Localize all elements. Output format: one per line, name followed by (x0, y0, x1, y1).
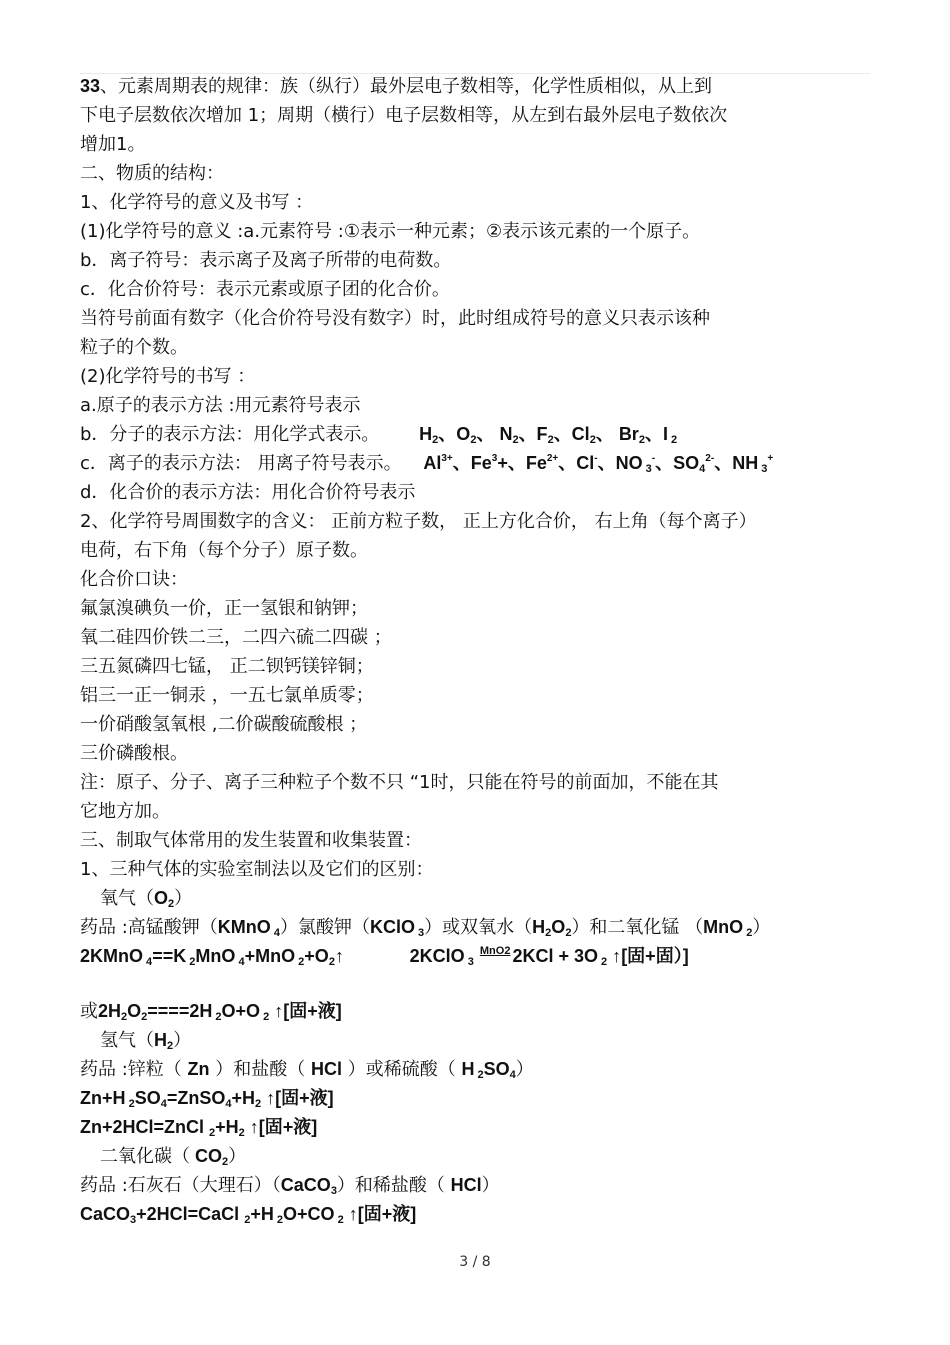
periodic-law-line-2: 下电子层数依次增加 1；周期（横行）电子层数相等，从左到右最外层电子数依次 (80, 105, 728, 126)
oxygen-reagents: 药品 :高锰酸钾（KMnO $_4$）氯酸钾（KClO $_3$）或双氧水$(H_2O_2)$和二氧化锰 （MnO $_2$） (80, 917, 771, 939)
valence-notation: d．化合价的表示方法：用化合价符号表示 (80, 482, 416, 503)
co2-reagents: 药品 :石灰石（大理石）（CaCO$_3$）和稀盐酸（ HCl） (80, 1175, 500, 1197)
valence-rhyme-4: 铝三一正一铜汞 ，一五七氯单质零； (80, 685, 374, 706)
caco3-equation: CaCO$_3$+2HCl=CaCl $_2$+H $_2$O+CO $_2$ ↑[固+液] (80, 1204, 417, 1226)
molecule-formulas: $H_2$、$O_2$、 $N_2$、$F_2$、$Cl_2$、 $Br_2$、I $_2$ (419, 424, 678, 446)
coefficient-note-line-1: 当符号前面有数字（化合价符号没有数字）时，此时组成符号的意义只表示该种 (80, 308, 710, 329)
zn-h2so4-equation: Zn+H $_2SO_4=ZnSO_4+H_2$ ↑[固+液] (80, 1088, 334, 1110)
particle-note-line-1: 注：原子、分子、离子三种粒子个数不只 “1时，只能在符号的前面加，不能在其 (80, 772, 719, 793)
kclo3-equation: 2KClO $_3$MnO2 2KCl + 3O $_2$ ↑[固+固）] (410, 946, 689, 966)
section-3-1-title: 1、三种气体的实验室制法以及它们的区别： (80, 859, 434, 880)
section-2-1-title: 1、化学符号的意义及书写 ： (80, 192, 314, 213)
valence-rhyme-6: 三价磷酸根。 (80, 743, 188, 764)
section-3-title: 三、制取气体常用的发生装置和收集装置： (80, 830, 422, 851)
valence-rhyme-2: 氧二硅四价铁二三，二四六硫二四碳 ； (80, 627, 392, 648)
valence-rhyme-5: 一价硝酸氢氧根 ,二价碳酸硫酸根 ； (80, 714, 368, 735)
document-body (80, 72, 880, 1229)
molecule-notation: b．分子的表示方法：用化学式表示。 $H_2$、$O_2$、 $N_2$、$F_2$、$Cl_2$、 $Br_2$、I $_2$ (80, 424, 678, 446)
digits-meaning-line-1: 2、化学符号周围数字的含义： 正前方粒子数， 正上方化合价， 右上角（每个离子） (80, 511, 757, 532)
h2o2-equation: 或$2H_2O_2====2H$ $_2$O+O $_2$ ↑[固+液] (80, 1001, 342, 1023)
valence-rhyme-1: 氟氯溴碘负一价，正一氢银和钠钾； (80, 598, 368, 619)
catalyst-mark: MnO2 (479, 945, 511, 957)
hydrogen-reagents: 药品 :锌粒（ Zn ）和盐酸（ HCl ）或稀硫酸（ H $_2SO_4$） (80, 1059, 534, 1081)
ion-formulas: $Al^{3+}$、$Fe^3+$、$Fe^{2+}$、Cl-、NO $_3$-、$SO_4^{2-}$、NH $_3$+ (423, 453, 774, 475)
ion-notation: c．离子的表示方法： 用离子符号表示。 $Al^{3+}$、$Fe^3+$、$Fe^{2+}$、Cl-、NO $_3$-、$SO_4^{2-}$、NH $_3$+ (80, 453, 774, 475)
page-number: 3 / 8 (459, 1254, 491, 1270)
coefficient-note-line-2: 粒子的个数。 (80, 337, 188, 358)
kmno4-equation: 2KMnO $_4$==K $_2$MnO $_4$+MnO $_2+O_2↑$ (80, 946, 344, 968)
section-2-title: 二、物质的结构： (80, 163, 224, 184)
symbol-meaning-c: c．化合价符号：表示元素或原子团的化合价。 (80, 279, 450, 300)
hydrogen-heading: 氢气$(H_2)$ (100, 1030, 192, 1052)
symbol-meaning-b: b．离子符号：表示离子及离子所带的电荷数。 (80, 250, 452, 271)
atom-notation: a.原子的表示方法 :用元素符号表示 (80, 395, 361, 416)
section-2-2-title: (2)化学符号的书写 ： (80, 366, 256, 387)
valence-rhyme-title: 化合价口诀： (80, 569, 188, 590)
oxygen-heading: 氧气$(O_2)$ (100, 888, 193, 910)
zn-hcl-equation: Zn+2HCl=ZnCl $_2+H_2$ ↑[固+液] (80, 1117, 318, 1139)
symbol-meaning-a: (1)化学符号的意义 :a.元素符号 :①表示一种元素；②表示该元素的一个原子。 (80, 221, 701, 242)
periodic-law-line-1: 33、元素周期表的规律：族（纵行）最外层电子数相等，化学性质相似，从上到 (80, 76, 713, 97)
digits-meaning-line-2: 电荷，右下角（每个分子）原子数。 (80, 540, 368, 561)
periodic-law-line-3: 增加1。 (80, 134, 146, 155)
valence-rhyme-3: 三五氮磷四七锰， 正二钡钙镁锌铜； (80, 656, 374, 677)
oxygen-equations (80, 942, 880, 971)
co2-heading: 二氧化碳（ $CO_2$） (100, 1146, 247, 1168)
particle-note-line-2: 它地方加。 (80, 801, 170, 822)
